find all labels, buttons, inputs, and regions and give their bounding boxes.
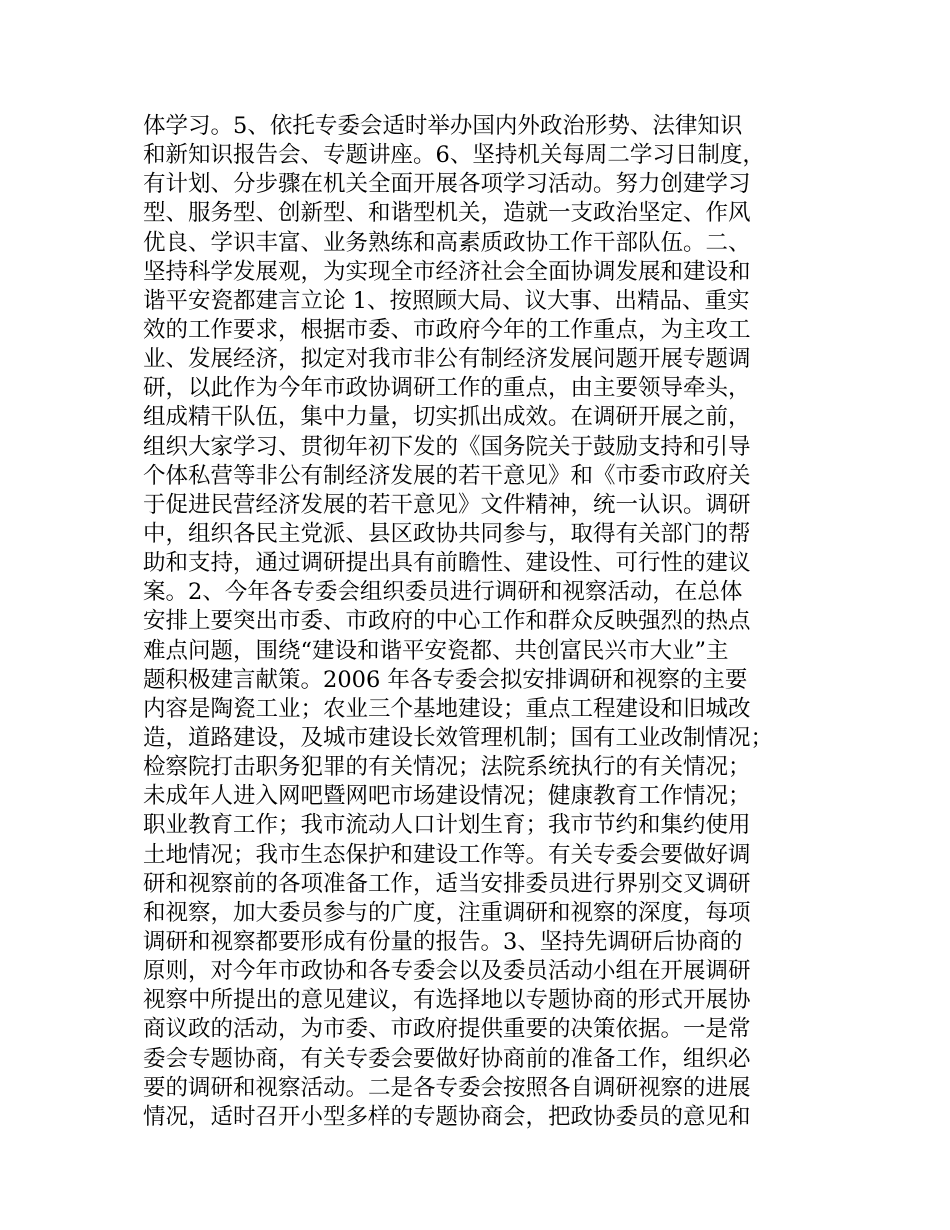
text-line: 视察中所提出的意见建议，有选择地以专题协商的形式开展协 [143,987,751,1014]
text-line: 安排上要突出市委、市政府的中心工作和群众反映强烈的热点 [143,608,751,635]
text-line: 体学习。5、依托专委会适时举办国内外政治形势、法律知识 [143,113,743,139]
text-line: 个体私营等非公有制经济发展的若干意见》和《市委市政府关 [143,462,751,489]
text-line: 研，以此作为今年市政协调研工作的重点，由主要领导牵头， [143,375,751,402]
text-line: 坚持科学发展观，为实现全市经济社会全面协调发展和建设和 [143,258,751,285]
body-text [143,112,833,1132]
text-line: 原则，对今年市政协和各专委会以及委员活动小组在开展调研 [143,958,751,985]
text-line: 商议政的活动，为市委、市政府提供重要的决策依据。一是常 [143,1016,751,1043]
text-line: 案。2、今年各专委会组织委员进行调研和视察活动，在总体 [143,579,743,606]
text-line: 职业教育工作；我市流动人口计划生育；我市节约和集约使用 [143,812,751,839]
text-line: 检察院打击职务犯罪的有关情况；法院系统执行的有关情况； [143,754,751,781]
text-line: 内容是陶瓷工业；农业三个基地建设；重点工程建设和旧城改 [143,695,751,722]
text-line: 效的工作要求，根据市委、市政府今年的工作重点，为主攻工 [143,316,751,343]
text-line: 业、发展经济，拟定对我市非公有制经济发展问题开展专题调 [143,346,751,373]
text-line: 和新知识报告会、专题讲座。6、坚持机关每周二学习日制度， [143,142,765,169]
text-line: 谐平安瓷都建言立论 1、按照顾大局、议大事、出精品、重实 [143,287,750,314]
text-line: 和视察，加大委员参与的广度，注重调研和视察的深度，每项 [143,899,751,926]
text-line: 土地情况；我市生态保护和建设工作等。有关专委会要做好调 [143,841,751,868]
text-line: 造，道路建设，及城市建设长效管理机制；国有工业改制情况； [143,724,774,751]
text-line: 要的调研和视察活动。二是各专委会按照各自调研视察的进展 [143,1074,751,1101]
text-line: 难点问题，围绕“建设和谐平安瓷都、共创富民兴市大业”主 [143,637,729,664]
text-line: 委会专题协商，有关专委会要做好协商前的准备工作，组织必 [143,1045,751,1072]
text-line: 研和视察前的各项准备工作，适当安排委员进行界别交叉调研 [143,870,751,897]
text-line: 组织大家学习、贯彻年初下发的《国务院关于鼓励支持和引导 [143,433,751,460]
text-line: 组成精干队伍，集中力量，切实抓出成效。在调研开展之前， [143,404,751,431]
text-line: 有计划、分步骤在机关全面开展各项学习活动。努力创建学习 [143,171,751,198]
text-line: 未成年人进入网吧暨网吧市场建设情况；健康教育工作情况； [143,783,751,810]
text-line: 型、服务型、创新型、和谐型机关，造就一支政治坚定、作风 [143,200,751,227]
text-line: 情况，适时召开小型多样的专题协商会，把政协委员的意见和 [143,1103,751,1130]
text-line: 中，组织各民主党派、县区政协共同参与，取得有关部门的帮 [143,520,751,547]
text-line: 于促进民营经济发展的若干意见》文件精神，统一认识。调研 [143,491,751,518]
text-line: 助和支持，通过调研提出具有前瞻性、建设性、可行性的建议 [143,550,751,577]
text-line: 题积极建言献策。2006 年各专委会拟安排调研和视察的主要 [143,666,748,693]
text-line: 调研和视察都要形成有份量的报告。3、坚持先调研后协商的 [143,928,743,955]
text-line: 优良、学识丰富、业务熟练和高素质政协工作干部队伍。二、 [143,229,751,256]
